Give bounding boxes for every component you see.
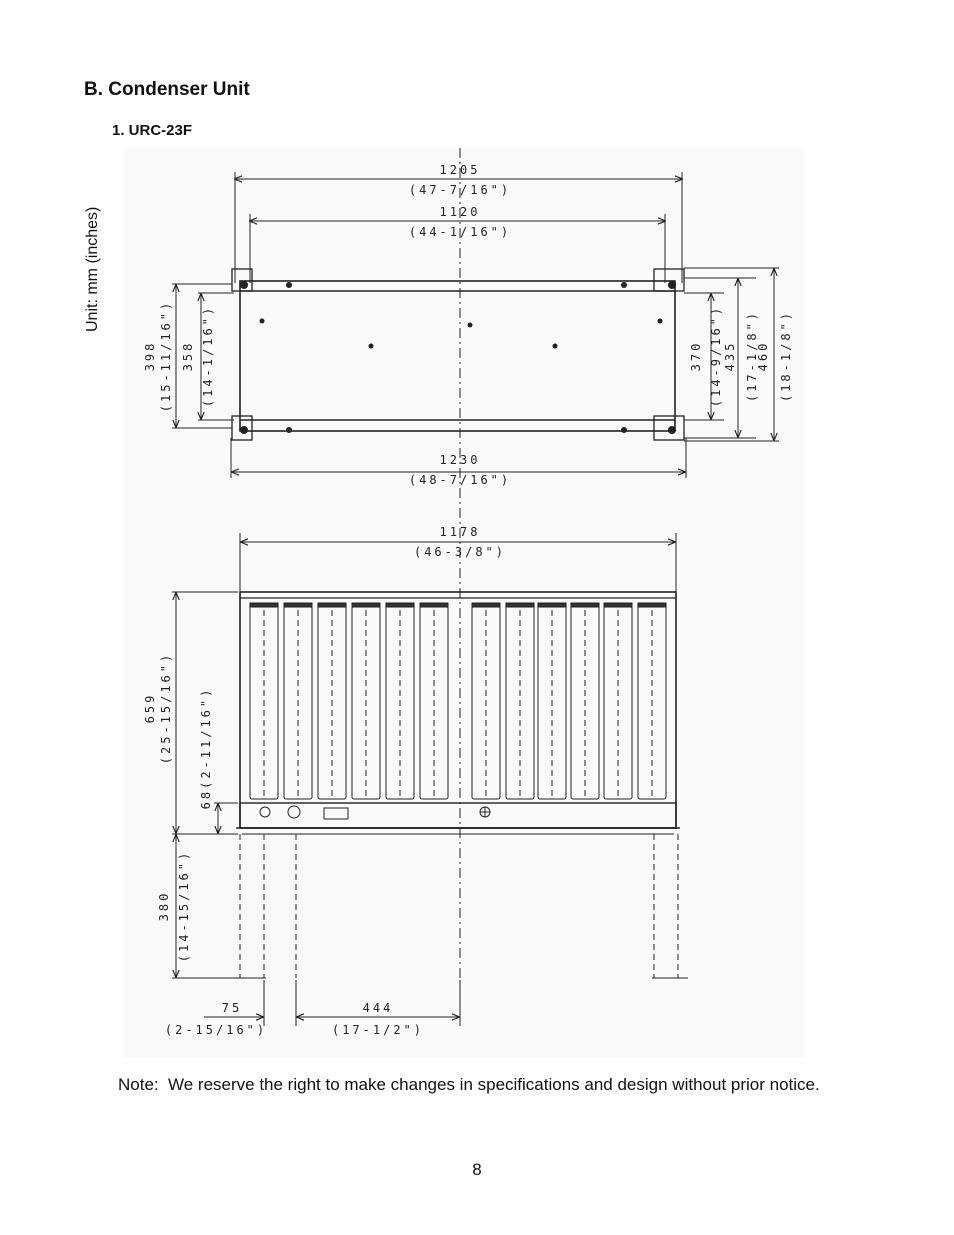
dim-444-in: (17-1/2") <box>331 1023 425 1037</box>
fin-panel-top <box>638 603 666 607</box>
dim-435: 435 <box>723 340 737 372</box>
dim-659: 659 <box>143 692 157 724</box>
dim-1178: 1178 <box>439 525 481 539</box>
dim-398-in: (15-11/16") <box>159 299 173 413</box>
dim-1230: 1230 <box>439 453 481 467</box>
dim-380: 380 <box>157 890 171 922</box>
dim-358: 358 <box>181 340 195 372</box>
dim-435-in: (17-1/8") <box>745 309 759 403</box>
fin-panel-top <box>386 603 414 607</box>
dim-1205: 1205 <box>439 163 481 177</box>
dim-1120-in: (44-1/16") <box>408 225 512 239</box>
fin-panel-top <box>352 603 380 607</box>
fin-panel-top <box>250 603 278 607</box>
note-text: We reserve the right to make changes in specifications and design without prior notice. <box>168 1075 820 1094</box>
fin-panel-top <box>571 603 599 607</box>
model-title: 1. URC-23F <box>112 122 193 139</box>
dim-1178-in: (46-3/8") <box>413 545 507 559</box>
dim-444: 444 <box>362 1001 394 1015</box>
dim-659-in: (25-15/16") <box>159 651 173 765</box>
dim-370: 370 <box>689 340 703 372</box>
fin-panel-top <box>538 603 566 607</box>
dim-68: 68(2-11/16") <box>199 686 213 810</box>
section-title: B. Condenser Unit <box>84 79 250 100</box>
dim-460-in: (18-1/8") <box>779 309 793 403</box>
fin-panel-top <box>472 603 500 607</box>
dim-1230-in: (48-7/16") <box>408 473 512 487</box>
fin-panel-top <box>604 603 632 607</box>
fin-panel-top <box>506 603 534 607</box>
dim-398: 398 <box>143 340 157 372</box>
fin-panel-top <box>284 603 312 607</box>
note-label: Note: <box>118 1075 159 1094</box>
dim-358-in: (14-1/16") <box>201 304 215 408</box>
dim-370-in: (14-9/16") <box>709 304 723 408</box>
dim-1120: 1120 <box>439 205 481 219</box>
fin-panel-top <box>318 603 346 607</box>
dimension-drawing <box>124 148 804 1058</box>
dim-460: 460 <box>756 340 770 372</box>
unit-label: Unit: mm (inches) <box>84 206 101 332</box>
page-number: 8 <box>472 1160 482 1179</box>
dim-75: 75 <box>221 1001 243 1015</box>
fin-panel-top <box>420 603 448 607</box>
dim-75-in: (2-15/16") <box>164 1023 268 1037</box>
dim-380-in: (14-15/16") <box>177 849 191 963</box>
dim-1205-in: (47-7/16") <box>408 183 512 197</box>
